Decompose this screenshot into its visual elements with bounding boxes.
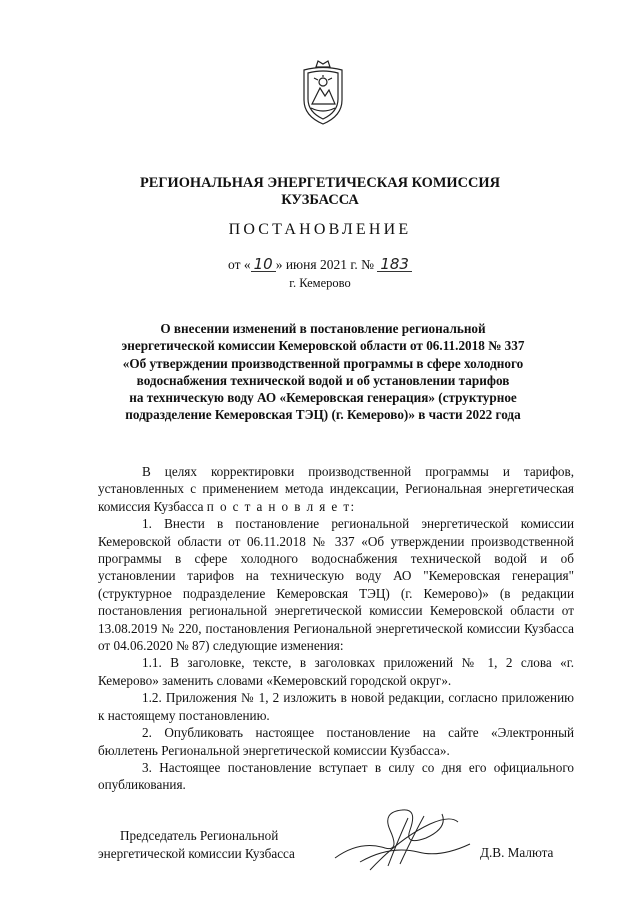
document-subject (98, 320, 548, 424)
coat-of-arms-icon (296, 58, 350, 128)
document-type: ПОСТАНОВЛЕНИЕ (228, 221, 412, 238)
preamble-paragraph (98, 463, 574, 515)
org-name-line1: РЕГИОНАЛЬНАЯ ЭНЕРГЕТИЧЕСКАЯ КОМИССИЯ (139, 175, 500, 191)
org-name-line2: КУЗБАССА (281, 192, 359, 208)
item-1: 1. Внести в постановление региональной энергетической комиссии Кемеровской области от 06.11.2018 № 337 «Об утверждении производственной программы в сфере холодного водоснабжения технической водой и об установлении тарифов на техническую воду АО "Кемеровская генерация" (структурное подразделение Кемеровская ТЭЦ) (г. Кемерово)» (в редакции постановления региональной энергетической комиссии Кемеровской области от 13.08.2019 № 220, постановления Региональной энергетической комиссии Кузбасса от 04.06.2020 № 87) следующие изменения: (98, 516, 574, 654)
item-1-2: 1.2. Приложения № 1, 2 изложить в новой редакции, согласно приложению к настоящему постановлению. (98, 690, 574, 723)
subject-line: энергетической комиссии Кемеровской области от 06.11.2018 № 337 (121, 338, 525, 354)
signer-position-line1: Председатель Региональной (120, 828, 279, 843)
document-body (98, 463, 574, 794)
subject-line: на техническую воду АО «Кемеровская генерация» (структурное (129, 390, 517, 406)
date-prefix: от « (228, 257, 251, 272)
decree-word: п о с т а н о в л я е т: (206, 498, 356, 514)
signer-position (98, 827, 295, 863)
subject-line: водоснабжения технической водой и об установлении тарифов (136, 372, 510, 388)
signer-name: Д.В. Малюта (480, 845, 554, 860)
subject-line: подразделение Кемеровская ТЭЦ) (г. Кемерово)» в части 2022 года (125, 407, 521, 423)
subject-line: О внесении изменений в постановление региональной (160, 321, 486, 336)
signer-position-line2: энергетической комиссии Кузбасса (98, 846, 295, 861)
date-day: 10 (251, 257, 276, 272)
item-3: 3. Настоящее постановление вступает в силу со дня его официального опубликования. (98, 759, 574, 793)
date-middle: » июня 2021 г. № (275, 257, 374, 272)
city: г. Кемерово (289, 276, 351, 290)
item-1-1: 1.1. В заголовке, тексте, в заголовках приложений № 1, 2 слова «г. Кемерово» заменить словами «Кемеровский городской округ». (98, 655, 574, 688)
date-line (0, 257, 640, 273)
handwritten-signature-icon (330, 800, 480, 880)
item-2: 2. Опубликовать настоящее постановление на сайте «Электронный бюллетень Региональной энергетической комиссии Кузбасса». (98, 725, 574, 758)
preamble-text: В целях корректировки производственной программы и тарифов, установленных с применением метода индексации, Региональная энергетическая комиссия Кузбасса (98, 464, 574, 514)
document-number: 183 (377, 257, 412, 272)
subject-line: «Об утверждении производственной программы в сфере холодного (122, 355, 524, 371)
